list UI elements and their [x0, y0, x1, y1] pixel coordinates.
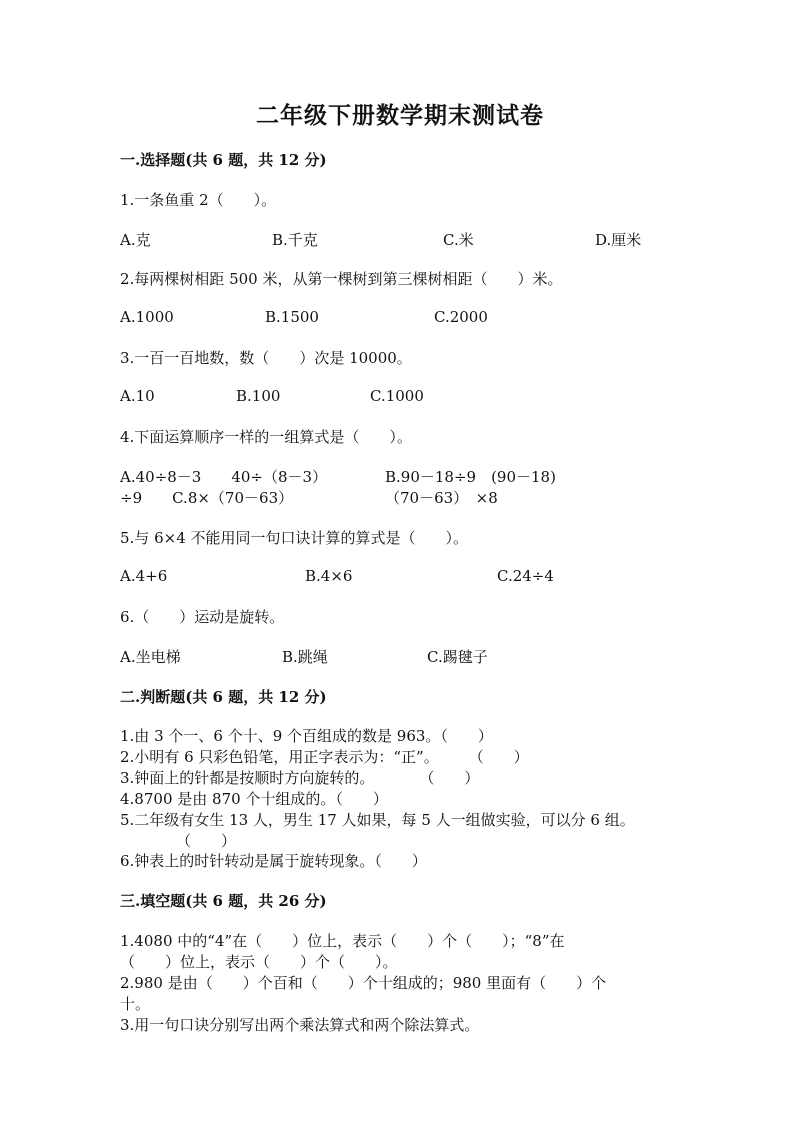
question-stem: 3.一百一百地数，数（ ）次是 10000。	[120, 349, 412, 367]
option-b: B.千克	[272, 231, 318, 249]
option-a: A.4+6	[120, 567, 168, 585]
judge-item: 2.小明有 6 只彩色铅笔，用正字表示为：“正”。 （ ）	[120, 748, 529, 766]
option-c: C.2000	[434, 308, 488, 326]
question-stem: 4.下面运算顺序一样的一组算式是（ ）。	[120, 428, 412, 446]
section-heading-fill: 三.填空题(共 6 题，共 26 分)	[120, 892, 327, 910]
option-c: C.1000	[370, 387, 424, 405]
judge-item: 5.二年级有女生 13 人，男生 17 人如果，每 5 人一组做实验，可以分 6 组。	[120, 811, 635, 829]
option-c: ÷9 C.8×（70－63）	[120, 489, 294, 507]
option-b: B.跳绳	[282, 648, 328, 666]
judge-item: 4.8700 是由 870 个十组成的。（ ）	[120, 790, 388, 808]
option-b: B.90－18÷9 (90－18)	[385, 468, 556, 486]
option-a: A.40÷8－3 40÷（8－3）	[120, 468, 328, 486]
question-stem: 2.每两棵树相距 500 米，从第一棵树到第三棵树相距（ ）米。	[120, 270, 563, 288]
judge-item-bracket: （ ）	[176, 832, 237, 850]
section-heading-choice: 一.选择题(共 6 题，共 12 分)	[120, 151, 327, 169]
option-a: A.坐电梯	[120, 648, 181, 666]
option-b: B.100	[236, 387, 281, 405]
judge-item: 1.由 3 个一、6 个十、9 个百组成的数是 963。（ ）	[120, 727, 493, 745]
question-stem: 1.一条鱼重 2（ ）。	[120, 191, 277, 209]
judge-item: 3.钟面上的针都是按顺时方向旋转的。 （ ）	[120, 769, 480, 787]
fill-item: 2.980 是由（ ）个百和（ ）个十组成的；980 里面有（ ）个	[120, 974, 607, 992]
option-b: B.4×6	[305, 567, 353, 585]
fill-item-continued: （ ）位上，表示（ ）个（ ）。	[120, 953, 398, 971]
fill-item: 1.4080 中的“4”在（ ）位上，表示（ ）个（ ）；“8”在	[120, 932, 565, 950]
judge-item: 6.钟表上的时针转动是属于旋转现象。（ ）	[120, 852, 427, 870]
option-c: C.米	[443, 231, 474, 249]
option-d: D.厘米	[595, 231, 642, 249]
option-a: A.1000	[120, 308, 174, 326]
section-heading-judge: 二.判断题(共 6 题，共 12 分)	[120, 688, 327, 706]
option-c-continued: （70－63） ×8	[385, 489, 498, 507]
page-title: 二年级下册数学期末测试卷	[256, 102, 544, 129]
question-stem: 6.（ ）运动是旋转。	[120, 608, 285, 626]
option-c: C.24÷4	[497, 567, 554, 585]
fill-item: 3.用一句口诀分别写出两个乘法算式和两个除法算式。	[120, 1016, 480, 1034]
option-c: C.踢毽子	[427, 648, 488, 666]
option-a: A.10	[120, 387, 155, 405]
question-stem: 5.与 6×4 不能用同一句口诀计算的算式是（ ）。	[120, 529, 469, 547]
fill-item-continued: 十。	[120, 995, 151, 1013]
option-b: B.1500	[265, 308, 319, 326]
option-a: A.克	[120, 231, 151, 249]
